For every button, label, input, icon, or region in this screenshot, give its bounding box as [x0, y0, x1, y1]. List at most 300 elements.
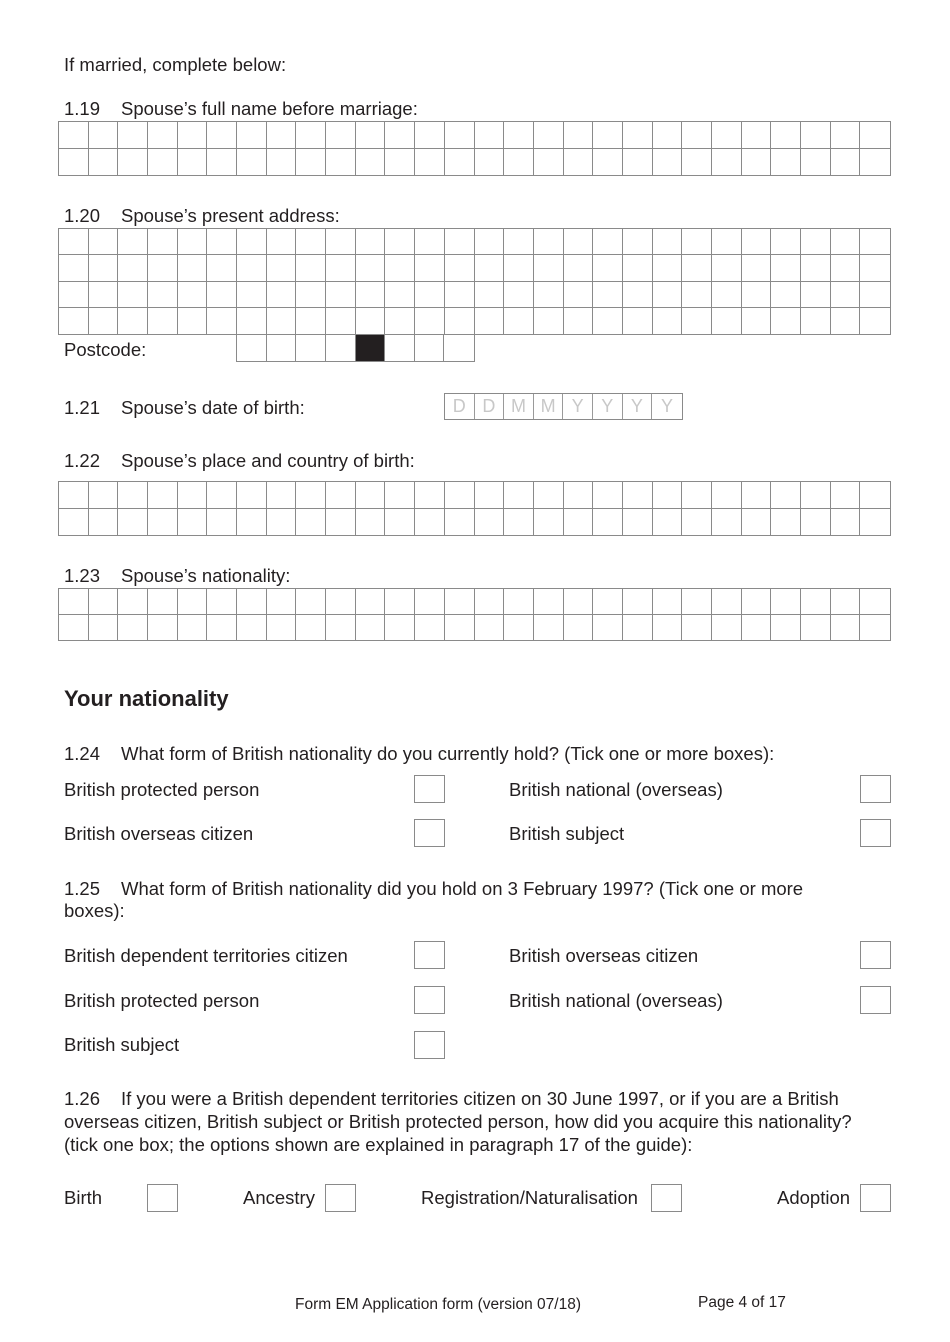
char-cell[interactable]: [831, 308, 861, 334]
char-cell[interactable]: [326, 589, 356, 615]
char-cell[interactable]: [207, 122, 237, 149]
char-cell[interactable]: [771, 255, 801, 281]
char-cell[interactable]: [771, 308, 801, 334]
char-cell[interactable]: [475, 122, 505, 149]
char-cell[interactable]: [89, 122, 119, 149]
char-cell[interactable]: [831, 282, 861, 308]
char-cell[interactable]: [118, 482, 148, 509]
char-cell[interactable]: [653, 229, 683, 255]
char-cell[interactable]: [89, 149, 119, 176]
char-cell[interactable]: [326, 229, 356, 255]
dob-day-cell[interactable]: D: [445, 394, 475, 419]
char-cell[interactable]: [682, 149, 712, 176]
char-cell[interactable]: [712, 308, 742, 334]
char-cell[interactable]: [59, 149, 89, 176]
char-cell[interactable]: [267, 282, 297, 308]
char-cell[interactable]: [534, 149, 564, 176]
char-cell[interactable]: [385, 509, 415, 536]
char-cell[interactable]: [207, 149, 237, 176]
char-cell[interactable]: [831, 615, 861, 641]
char-cell[interactable]: [296, 282, 326, 308]
char-cell[interactable]: [356, 282, 386, 308]
char-cell[interactable]: [653, 282, 683, 308]
char-cell[interactable]: [653, 589, 683, 615]
char-cell[interactable]: [148, 229, 178, 255]
char-cell[interactable]: [504, 589, 534, 615]
char-cell[interactable]: [59, 509, 89, 536]
char-cell[interactable]: [148, 255, 178, 281]
char-cell[interactable]: [296, 255, 326, 281]
postcode-cell[interactable]: [267, 335, 297, 361]
char-cell[interactable]: [237, 589, 267, 615]
char-cell[interactable]: [504, 229, 534, 255]
dob-month-cell[interactable]: M: [504, 394, 534, 419]
char-cell[interactable]: [504, 282, 534, 308]
char-cell[interactable]: [860, 282, 890, 308]
q1-25-british-protected-person-checkbox[interactable]: [414, 986, 445, 1014]
char-cell[interactable]: [237, 149, 267, 176]
char-cell[interactable]: [326, 308, 356, 334]
char-cell[interactable]: [860, 589, 890, 615]
char-cell[interactable]: [860, 509, 890, 536]
char-cell[interactable]: [653, 615, 683, 641]
postcode-cell[interactable]: [444, 335, 474, 361]
char-cell[interactable]: [178, 482, 208, 509]
char-cell[interactable]: [712, 282, 742, 308]
char-cell[interactable]: [564, 255, 594, 281]
char-cell[interactable]: [771, 122, 801, 149]
char-cell[interactable]: [475, 255, 505, 281]
char-cell[interactable]: [296, 308, 326, 334]
char-cell[interactable]: [89, 482, 119, 509]
char-cell[interactable]: [504, 149, 534, 176]
char-cell[interactable]: [475, 229, 505, 255]
postcode-cell[interactable]: [415, 335, 445, 361]
char-cell[interactable]: [682, 589, 712, 615]
char-cell[interactable]: [593, 482, 623, 509]
spouse-nationality-input-grid[interactable]: [58, 588, 891, 641]
char-cell[interactable]: [267, 615, 297, 641]
char-cell[interactable]: [118, 282, 148, 308]
char-cell[interactable]: [742, 589, 772, 615]
char-cell[interactable]: [623, 122, 653, 149]
char-cell[interactable]: [534, 122, 564, 149]
spouse-address-input-grid[interactable]: [58, 228, 891, 335]
char-cell[interactable]: [356, 122, 386, 149]
char-cell[interactable]: [534, 255, 564, 281]
char-cell[interactable]: [237, 308, 267, 334]
q1-26-ancestry-checkbox[interactable]: [325, 1184, 356, 1212]
char-cell[interactable]: [831, 122, 861, 149]
char-cell[interactable]: [445, 282, 475, 308]
char-cell[interactable]: [178, 255, 208, 281]
char-cell[interactable]: [89, 229, 119, 255]
char-cell[interactable]: [207, 589, 237, 615]
char-cell[interactable]: [504, 615, 534, 641]
char-cell[interactable]: [742, 255, 772, 281]
char-cell[interactable]: [742, 308, 772, 334]
char-cell[interactable]: [682, 255, 712, 281]
char-cell[interactable]: [682, 308, 712, 334]
char-cell[interactable]: [356, 482, 386, 509]
char-cell[interactable]: [534, 229, 564, 255]
char-cell[interactable]: [296, 509, 326, 536]
char-cell[interactable]: [475, 282, 505, 308]
char-cell[interactable]: [178, 509, 208, 536]
char-cell[interactable]: [504, 122, 534, 149]
char-cell[interactable]: [326, 122, 356, 149]
char-cell[interactable]: [801, 308, 831, 334]
char-cell[interactable]: [801, 482, 831, 509]
char-cell[interactable]: [534, 509, 564, 536]
char-cell[interactable]: [59, 308, 89, 334]
dob-day-cell[interactable]: D: [475, 394, 505, 419]
char-cell[interactable]: [59, 589, 89, 615]
char-cell[interactable]: [801, 589, 831, 615]
q1-24-british-protected-person-checkbox[interactable]: [414, 775, 445, 803]
char-cell[interactable]: [593, 122, 623, 149]
char-cell[interactable]: [742, 122, 772, 149]
char-cell[interactable]: [445, 255, 475, 281]
q1-24-british-national-overseas-checkbox[interactable]: [860, 775, 891, 803]
char-cell[interactable]: [712, 229, 742, 255]
dob-year-cell[interactable]: Y: [563, 394, 593, 419]
char-cell[interactable]: [118, 122, 148, 149]
dob-year-cell[interactable]: Y: [660, 396, 673, 416]
char-cell[interactable]: [564, 482, 594, 509]
char-cell[interactable]: [860, 482, 890, 509]
char-cell[interactable]: [712, 509, 742, 536]
char-cell[interactable]: [445, 589, 475, 615]
char-cell[interactable]: [445, 229, 475, 255]
dob-year-cell[interactable]: Y: [623, 394, 653, 419]
char-cell[interactable]: [593, 282, 623, 308]
char-cell[interactable]: [385, 615, 415, 641]
char-cell[interactable]: [653, 482, 683, 509]
char-cell[interactable]: [623, 615, 653, 641]
char-cell[interactable]: [326, 509, 356, 536]
char-cell[interactable]: [475, 149, 505, 176]
char-cell[interactable]: [356, 509, 386, 536]
char-cell[interactable]: [801, 255, 831, 281]
char-cell[interactable]: [445, 149, 475, 176]
char-cell[interactable]: [564, 122, 594, 149]
char-cell[interactable]: [385, 149, 415, 176]
char-cell[interactable]: [296, 122, 326, 149]
char-cell[interactable]: [831, 589, 861, 615]
char-cell[interactable]: [326, 282, 356, 308]
char-cell[interactable]: [118, 229, 148, 255]
char-cell[interactable]: [59, 482, 89, 509]
char-cell[interactable]: [445, 615, 475, 641]
char-cell[interactable]: [712, 589, 742, 615]
char-cell[interactable]: [59, 282, 89, 308]
postcode-cell[interactable]: [237, 335, 267, 361]
char-cell[interactable]: [712, 122, 742, 149]
char-cell[interactable]: [771, 589, 801, 615]
char-cell[interactable]: [860, 255, 890, 281]
char-cell[interactable]: [712, 149, 742, 176]
char-cell[interactable]: [831, 229, 861, 255]
char-cell[interactable]: [475, 615, 505, 641]
char-cell[interactable]: [564, 282, 594, 308]
char-cell[interactable]: [564, 229, 594, 255]
char-cell[interactable]: [742, 615, 772, 641]
char-cell[interactable]: [564, 615, 594, 641]
char-cell[interactable]: [445, 308, 475, 334]
char-cell[interactable]: [771, 229, 801, 255]
char-cell[interactable]: [207, 282, 237, 308]
char-cell[interactable]: [593, 308, 623, 334]
char-cell[interactable]: [237, 482, 267, 509]
char-cell[interactable]: [385, 229, 415, 255]
char-cell[interactable]: [415, 308, 445, 334]
char-cell[interactable]: [742, 229, 772, 255]
char-cell[interactable]: [207, 509, 237, 536]
spouse-birthplace-input-grid[interactable]: [58, 481, 891, 536]
char-cell[interactable]: [771, 482, 801, 509]
char-cell[interactable]: [178, 122, 208, 149]
char-cell[interactable]: [831, 149, 861, 176]
char-cell[interactable]: [148, 482, 178, 509]
char-cell[interactable]: [623, 255, 653, 281]
char-cell[interactable]: [801, 615, 831, 641]
char-cell[interactable]: [237, 255, 267, 281]
char-cell[interactable]: [712, 482, 742, 509]
char-cell[interactable]: [623, 149, 653, 176]
char-cell[interactable]: [682, 615, 712, 641]
char-cell[interactable]: [801, 149, 831, 176]
char-cell[interactable]: [178, 308, 208, 334]
char-cell[interactable]: [475, 589, 505, 615]
char-cell[interactable]: [860, 149, 890, 176]
char-cell[interactable]: [860, 308, 890, 334]
char-cell[interactable]: [178, 615, 208, 641]
char-cell[interactable]: [237, 229, 267, 255]
char-cell[interactable]: [326, 615, 356, 641]
char-cell[interactable]: [356, 308, 386, 334]
char-cell[interactable]: [801, 229, 831, 255]
char-cell[interactable]: [118, 509, 148, 536]
char-cell[interactable]: [534, 282, 564, 308]
char-cell[interactable]: [237, 282, 267, 308]
char-cell[interactable]: [415, 509, 445, 536]
char-cell[interactable]: [415, 122, 445, 149]
char-cell[interactable]: [385, 308, 415, 334]
dob-month-cell[interactable]: M: [534, 394, 564, 419]
char-cell[interactable]: [564, 149, 594, 176]
char-cell[interactable]: [653, 308, 683, 334]
char-cell[interactable]: [267, 122, 297, 149]
char-cell[interactable]: [534, 308, 564, 334]
char-cell[interactable]: [296, 482, 326, 509]
char-cell[interactable]: [356, 255, 386, 281]
char-cell[interactable]: [178, 149, 208, 176]
char-cell[interactable]: [296, 589, 326, 615]
char-cell[interactable]: [207, 229, 237, 255]
char-cell[interactable]: [445, 122, 475, 149]
dob-year-cell[interactable]: Y: [593, 394, 623, 419]
char-cell[interactable]: [89, 255, 119, 281]
char-cell[interactable]: [356, 149, 386, 176]
spouse-dob-input-grid[interactable]: [444, 393, 683, 420]
q1-26-birth-checkbox[interactable]: [147, 1184, 178, 1212]
char-cell[interactable]: [593, 255, 623, 281]
q1-25-british-national-overseas-checkbox[interactable]: [860, 986, 891, 1014]
char-cell[interactable]: [237, 509, 267, 536]
char-cell[interactable]: [831, 482, 861, 509]
char-cell[interactable]: [118, 589, 148, 615]
char-cell[interactable]: [593, 149, 623, 176]
char-cell[interactable]: [801, 509, 831, 536]
char-cell[interactable]: [415, 589, 445, 615]
char-cell[interactable]: [831, 255, 861, 281]
char-cell[interactable]: [385, 122, 415, 149]
spouse-name-input-grid[interactable]: [58, 121, 891, 176]
char-cell[interactable]: [267, 308, 297, 334]
q1-24-british-overseas-citizen-checkbox[interactable]: [414, 819, 445, 847]
char-cell[interactable]: [682, 509, 712, 536]
char-cell[interactable]: [118, 615, 148, 641]
char-cell[interactable]: [237, 615, 267, 641]
char-cell[interactable]: [415, 149, 445, 176]
char-cell[interactable]: [207, 615, 237, 641]
char-cell[interactable]: [178, 229, 208, 255]
char-cell[interactable]: [564, 509, 594, 536]
char-cell[interactable]: [326, 482, 356, 509]
char-cell[interactable]: [831, 509, 861, 536]
char-cell[interactable]: [267, 255, 297, 281]
char-cell[interactable]: [118, 308, 148, 334]
char-cell[interactable]: [415, 615, 445, 641]
char-cell[interactable]: [771, 509, 801, 536]
char-cell[interactable]: [653, 255, 683, 281]
char-cell[interactable]: [742, 149, 772, 176]
postcode-cell[interactable]: [296, 335, 326, 361]
char-cell[interactable]: [267, 509, 297, 536]
char-cell[interactable]: [593, 229, 623, 255]
char-cell[interactable]: [385, 282, 415, 308]
char-cell[interactable]: [385, 589, 415, 615]
char-cell[interactable]: [593, 509, 623, 536]
q1-25-british-subject-checkbox[interactable]: [414, 1031, 445, 1059]
char-cell[interactable]: [860, 229, 890, 255]
char-cell[interactable]: [742, 509, 772, 536]
char-cell[interactable]: [623, 229, 653, 255]
char-cell[interactable]: [385, 482, 415, 509]
char-cell[interactable]: [267, 482, 297, 509]
char-cell[interactable]: [207, 255, 237, 281]
char-cell[interactable]: [296, 149, 326, 176]
char-cell[interactable]: [178, 589, 208, 615]
char-cell[interactable]: [653, 149, 683, 176]
char-cell[interactable]: [801, 282, 831, 308]
char-cell[interactable]: [653, 509, 683, 536]
char-cell[interactable]: [148, 308, 178, 334]
char-cell[interactable]: [415, 282, 445, 308]
char-cell[interactable]: [148, 149, 178, 176]
char-cell[interactable]: [504, 509, 534, 536]
char-cell[interactable]: [682, 229, 712, 255]
char-cell[interactable]: [89, 509, 119, 536]
postcode-cell[interactable]: [385, 335, 415, 361]
char-cell[interactable]: [771, 282, 801, 308]
char-cell[interactable]: [682, 482, 712, 509]
char-cell[interactable]: [534, 615, 564, 641]
char-cell[interactable]: [356, 615, 386, 641]
char-cell[interactable]: [267, 229, 297, 255]
char-cell[interactable]: [59, 255, 89, 281]
char-cell[interactable]: [504, 255, 534, 281]
char-cell[interactable]: [415, 482, 445, 509]
char-cell[interactable]: [148, 282, 178, 308]
char-cell[interactable]: [623, 509, 653, 536]
char-cell[interactable]: [534, 482, 564, 509]
char-cell[interactable]: [682, 122, 712, 149]
char-cell[interactable]: [296, 615, 326, 641]
char-cell[interactable]: [860, 122, 890, 149]
q1-25-british-overseas-citizen-checkbox[interactable]: [860, 941, 891, 969]
postcode-input-grid[interactable]: [236, 334, 475, 362]
char-cell[interactable]: [860, 615, 890, 641]
char-cell[interactable]: [564, 308, 594, 334]
char-cell[interactable]: [771, 149, 801, 176]
char-cell[interactable]: [771, 615, 801, 641]
char-cell[interactable]: [385, 255, 415, 281]
char-cell[interactable]: [356, 589, 386, 615]
char-cell[interactable]: [475, 482, 505, 509]
q1-25-british-dependent-territories-citizen-checkbox[interactable]: [414, 941, 445, 969]
char-cell[interactable]: [623, 589, 653, 615]
char-cell[interactable]: [148, 122, 178, 149]
char-cell[interactable]: [682, 282, 712, 308]
char-cell[interactable]: [356, 229, 386, 255]
q1-26-registration-naturalisation-checkbox[interactable]: [651, 1184, 682, 1212]
char-cell[interactable]: [148, 509, 178, 536]
char-cell[interactable]: [59, 615, 89, 641]
char-cell[interactable]: [89, 589, 119, 615]
char-cell[interactable]: [445, 509, 475, 536]
char-cell[interactable]: [118, 255, 148, 281]
char-cell[interactable]: [89, 615, 119, 641]
char-cell[interactable]: [653, 122, 683, 149]
char-cell[interactable]: [148, 589, 178, 615]
char-cell[interactable]: [296, 229, 326, 255]
char-cell[interactable]: [623, 308, 653, 334]
char-cell[interactable]: [89, 282, 119, 308]
char-cell[interactable]: [623, 282, 653, 308]
char-cell[interactable]: [504, 482, 534, 509]
char-cell[interactable]: [207, 308, 237, 334]
char-cell[interactable]: [178, 282, 208, 308]
q1-26-adoption-checkbox[interactable]: [860, 1184, 891, 1212]
char-cell[interactable]: [148, 615, 178, 641]
char-cell[interactable]: [326, 149, 356, 176]
char-cell[interactable]: [564, 589, 594, 615]
char-cell[interactable]: [475, 509, 505, 536]
char-cell[interactable]: [593, 589, 623, 615]
char-cell[interactable]: [59, 229, 89, 255]
char-cell[interactable]: [534, 589, 564, 615]
char-cell[interactable]: [712, 255, 742, 281]
char-cell[interactable]: [267, 149, 297, 176]
char-cell[interactable]: [59, 122, 89, 149]
char-cell[interactable]: [89, 308, 119, 334]
postcode-cell[interactable]: [326, 335, 356, 361]
char-cell[interactable]: [415, 229, 445, 255]
char-cell[interactable]: [118, 149, 148, 176]
char-cell[interactable]: [326, 255, 356, 281]
